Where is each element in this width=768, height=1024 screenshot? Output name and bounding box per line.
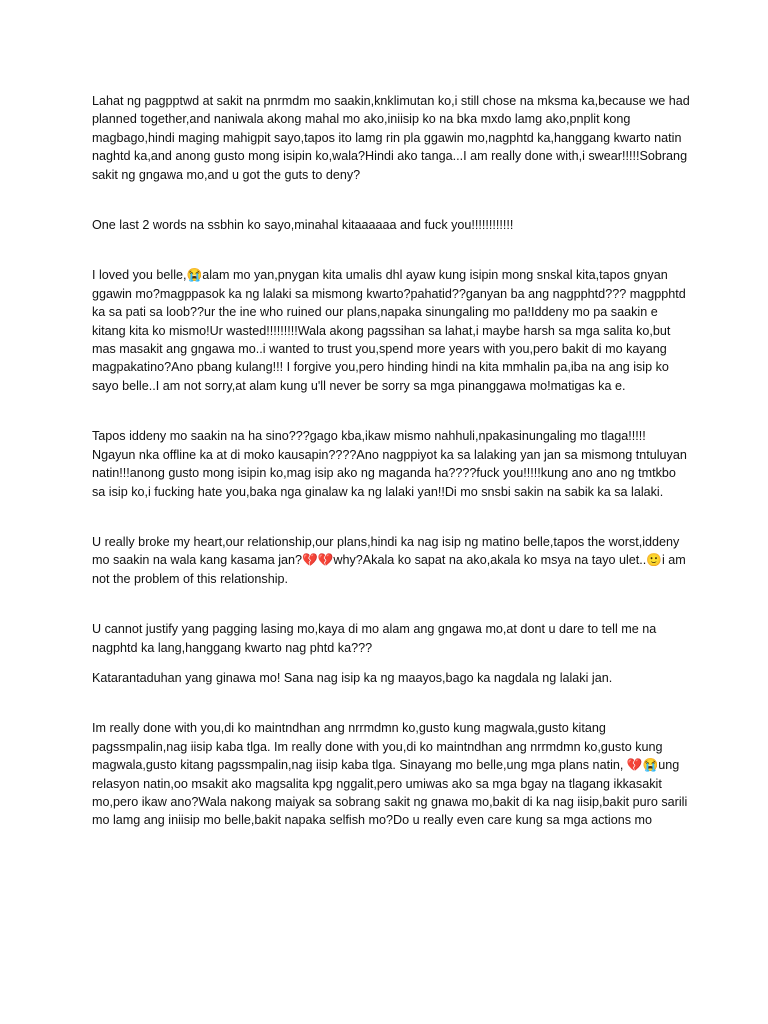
paragraph-2: One last 2 words na ssbhin ko sayo,minahal kitaaaaaa and fuck you!!!!!!!!!!!! bbox=[92, 218, 514, 233]
paragraph-3: I loved you belle,😭alam mo yan,pnygan kita umalis dhl ayaw kung isipin mong snskal kita,tapos gnyan ggawin mo?magppasok ka ng lalaki sa mismong kwarto?pahatid??ganyan ba ang nagpphtd??? magpphtd ka sa pati sa loob??ur the ine who ruined our plans,napaka sinungaling mo pa!Iddeny mo pa saakin e kitang kita ko mismo!Ur wasted!!!!!!!!!Wala akong pagssihan sa lahat,i maybe harsh sa mga salita ko,but mas masakit ang gngawa mo..i wanted to trust you,spend more years with you,pero bakit di mo kayang magpakatino?Ano pbang kulang!!! I forgive you,pero hinding hindi na kita mmhalin pa,iba na ang isip ko sayo belle..I am not sorry,at alam kung u'll never be sorry sa mga pinanggawa mo!matigas ka e. bbox=[92, 268, 686, 393]
paragraph-5: U really broke my heart,our relationship,our plans,hindi ka nag isip ng matino belle,tapos the worst,iddeny mo saakin na wala kang kasama jan?💔💔why?Akala ko sapat na ako,akala ko msya na tayo ulet..🙂i am not the problem of this relationship. bbox=[92, 534, 686, 586]
paragraph-6: U cannot justify yang pagging lasing mo,kaya di mo alam ang gngawa mo,at dont u dare to tell me na nagphtd ka lang,hanggang kwarto nag phtd ka??? bbox=[92, 622, 657, 655]
paragraph-1: Lahat ng pagpptwd at sakit na pnrmdm mo saakin,knklimutan ko,i still chose na mksma ka,because we had planned together,and naniwala akong mahal mo ako,iniisip ko na bka mxdo lamg ako,pnplit kong magbago,hindi maging mahigpit sayo,tapos ito lamg rin pla ggawin mo,nagphtd ka,hanggang kwarto natin naghtd ka,and anong gusto mong isipin ko,wala?Hindi ako tanga...I am really done with,i swear!!!!!Sobrang sakit ng gngawa mo,and u got the guts to deny? bbox=[92, 94, 690, 182]
paragraph-8: Im really done with you,di ko maintndhan ang nrrmdmn ko,gusto kung magwala,gusto kitang pagssmpalin,nag iisip kaba tlga. Im really done with you,di ko maintndhan ang nrrmdmn ko,gusto kung magwala,gusto kitang pagssmpalin,nag iisip kaba tlga. Sinayang mo belle,ung mga plans natin, 💔😭ung relasyon natin,oo msakit ako magsalita kpg nggalit,pero umiwas ako sa mga bgay na tlagang ikkasakit mo,pero ikaw ano?Wala nakong maiyak sa sobrang sakit ng gnawa mo,bakit di ka nag iisip,bakit puro sarili mo lamg ang iniisip mo belle,bakit napaka selfish mo?Do u really even care kung sa mga actions mo bbox=[92, 721, 688, 828]
document-body bbox=[92, 92, 692, 830]
paragraph-4: Tapos iddeny mo saakin na ha sino???gago kba,ikaw mismo nahhuli,npakasinungaling mo tlaga!!!!! Ngayun nka offline ka at di moko kausapin????Ano nagppiyot ka sa lalaking yan jan sa mismong tntuluyan natin!!!anong gusto mong isipin ko,mag isip ako ng maganda ha????fuck you!!!!!kung ano ano ng tmtkbo sa isip ko,i fucking hate you,baka nga ginalaw ka ng lalaki yan!!Di mo snsbi sakin na sabik ka sa lalaki. bbox=[92, 429, 687, 499]
paragraph-7: Katarantaduhan yang ginawa mo! Sana nag isip ka ng maayos,bago ka nagdala ng lalaki jan. bbox=[92, 670, 613, 685]
